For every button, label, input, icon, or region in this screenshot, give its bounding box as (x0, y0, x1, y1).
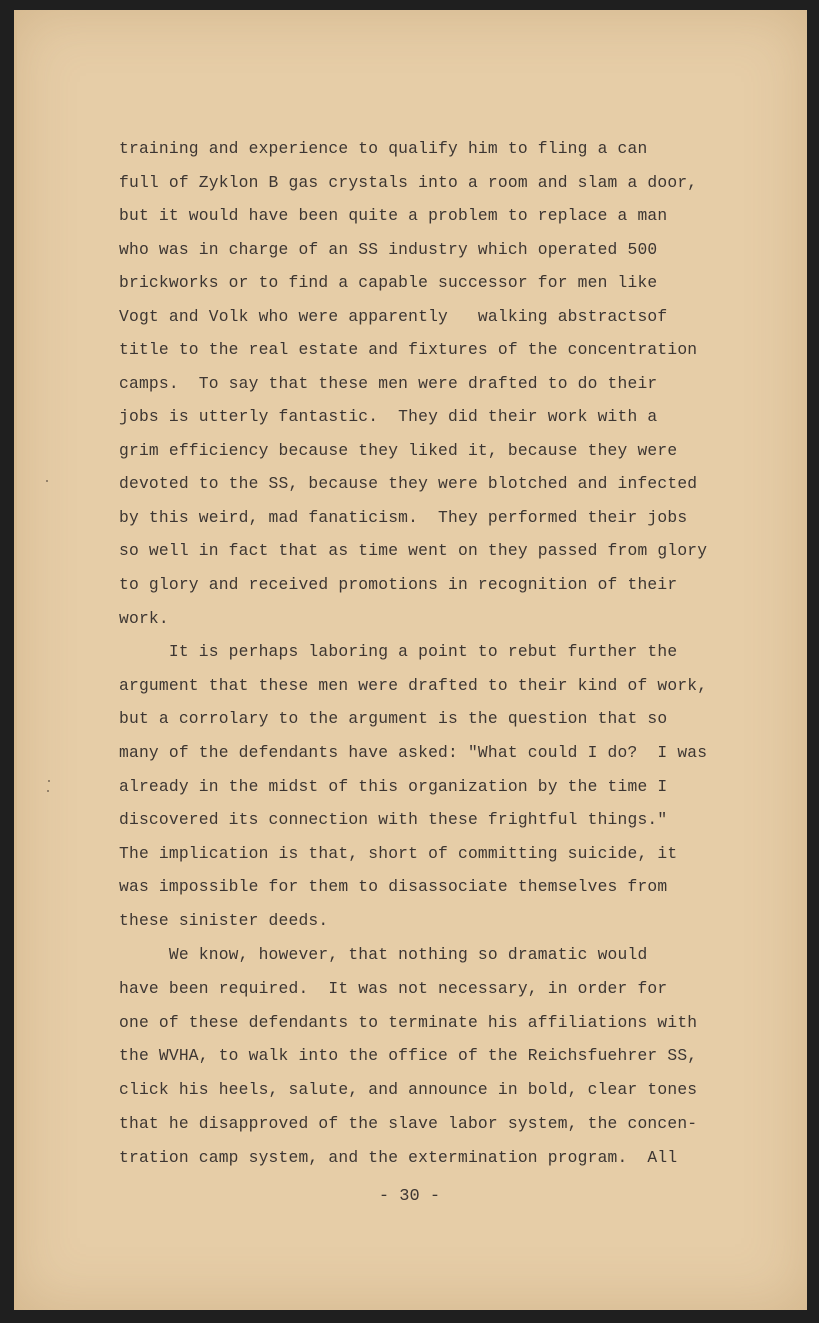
text-line: but it would have been quite a problem to replace a man (119, 206, 668, 225)
text-line: camps. To say that these men were drafted to do their (119, 374, 658, 393)
text-line: brickworks or to find a capable successor for men like (119, 273, 658, 292)
text-line: The implication is that, short of committing suicide, it (119, 844, 678, 863)
text-line: already in the midst of this organization by the time I (119, 777, 668, 796)
text-line: by this weird, mad fanaticism. They performed their jobs (119, 508, 688, 527)
text-line: tration camp system, and the extermination program. All (119, 1148, 678, 1167)
text-line: but a corrolary to the argument is the question that so (119, 709, 668, 728)
text-line: have been required. It was not necessary, in order for (119, 979, 668, 998)
text-line: who was in charge of an SS industry which operated 500 (119, 240, 658, 259)
text-line: one of these defendants to terminate his affiliations with (119, 1013, 698, 1032)
text-line: many of the defendants have asked: "What could I do? I was (119, 743, 708, 762)
text-line: was impossible for them to disassociate themselves from (119, 877, 668, 896)
text-line: We know, however, that nothing so dramatic would (119, 945, 648, 964)
text-line: to glory and received promotions in recognition of their (119, 575, 678, 594)
text-line: so well in fact that as time went on they passed from glory (119, 541, 708, 560)
text-line: devoted to the SS, because they were blotched and infected (119, 474, 698, 493)
text-line: full of Zyklon B gas crystals into a room and slam a door, (119, 173, 698, 192)
text-line: click his heels, salute, and announce in bold, clear tones (119, 1080, 698, 1099)
page-number: - 30 - (378, 1187, 441, 1206)
text-line: grim efficiency because they liked it, because they were (119, 441, 678, 460)
text-line: the WVHA, to walk into the office of the Reichsfuehrer SS, (119, 1046, 698, 1065)
paper-mark (48, 780, 50, 782)
paper-edge (14, 10, 17, 1310)
text-line: jobs is utterly fantastic. They did their work with a (119, 407, 658, 426)
text-line: It is perhaps laboring a point to rebut further the (119, 642, 678, 661)
text-line: title to the real estate and fixtures of the concentration (119, 340, 698, 359)
text-line: argument that these men were drafted to their kind of work, (119, 676, 708, 695)
paper-mark (46, 480, 48, 482)
text-line: work. (119, 609, 169, 628)
text-line: discovered its connection with these frightful things." (119, 810, 668, 829)
text-line: these sinister deeds. (119, 911, 329, 930)
text-line: training and experience to qualify him to fling a can (119, 139, 648, 158)
text-line: that he disapproved of the slave labor system, the concen- (119, 1114, 698, 1133)
text-line: Vogt and Volk who were apparently walking abstractsof (119, 307, 668, 326)
paper-mark (47, 790, 49, 792)
